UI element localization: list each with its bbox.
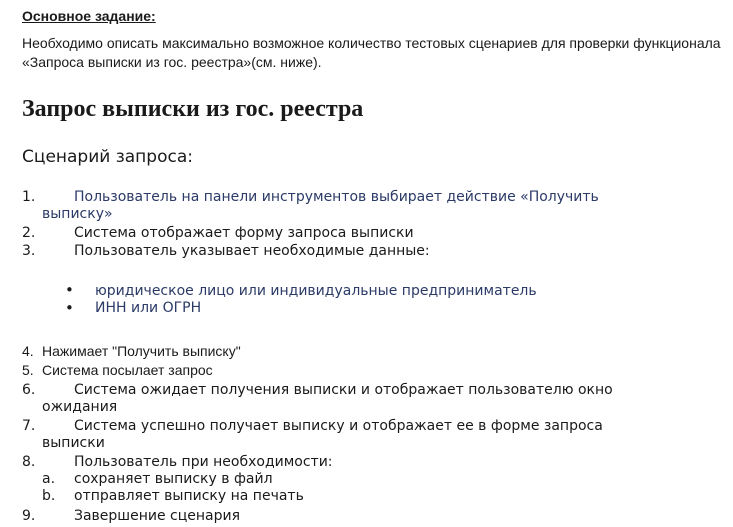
step-text: Нажимает "Получить выписку" <box>42 343 241 359</box>
step-number: 2. <box>22 225 36 241</box>
step-number: 3. <box>22 243 36 259</box>
step-number: 1. <box>22 189 36 205</box>
bullet-dot: • <box>65 281 74 299</box>
task-label: Основное задание: <box>22 8 156 24</box>
step-number: 8. <box>22 454 36 470</box>
scenario-title: Сценарий запроса: <box>22 147 193 167</box>
step-text: Система посылает запрос <box>42 362 213 378</box>
substep-letter: b. <box>42 488 56 504</box>
step-number: 4. <box>22 343 34 359</box>
step-text: Пользователь на панели инструментов выбирает действие «Получить <box>74 189 599 205</box>
step-text: Пользователь при необходимости: <box>74 454 333 470</box>
substep-letter: a. <box>42 471 56 487</box>
step-text: Пользователь указывает необходимые данные: <box>74 243 430 259</box>
bullet-item: ИНН или ОГРН <box>95 300 202 316</box>
step-number: 5. <box>22 362 34 378</box>
substep-text: отправляет выписку на печать <box>74 488 304 504</box>
step-text: Завершение сценария <box>74 508 241 524</box>
step-number: 6. <box>22 382 36 398</box>
step-text-cont: выписку» <box>42 206 113 222</box>
step-text-cont: ожидания <box>42 399 118 415</box>
step-number: 9. <box>22 508 36 524</box>
step-number: 7. <box>22 418 36 434</box>
step-text: Система ожидает получения выписки и отображает пользователю окно <box>74 382 613 398</box>
bullet-item: юридическое лицо или индивидуальные предприниматель <box>95 283 537 299</box>
task-description: Необходимо описать максимально возможное количество тестовых сценариев для проверки функционала «Запроса выписки из гос. реестра»(см. ниже). <box>22 35 721 70</box>
step-text-cont: выписки <box>42 435 105 451</box>
bullet-dot: • <box>65 299 74 317</box>
substep-text: сохраняет выписку в файл <box>74 471 273 487</box>
page-title: Запрос выписки из гос. реестра <box>22 96 364 122</box>
step-text: Система отображает форму запроса выписки <box>74 225 414 241</box>
step-text: Система успешно получает выписку и отображает ее в форме запроса <box>74 418 603 434</box>
